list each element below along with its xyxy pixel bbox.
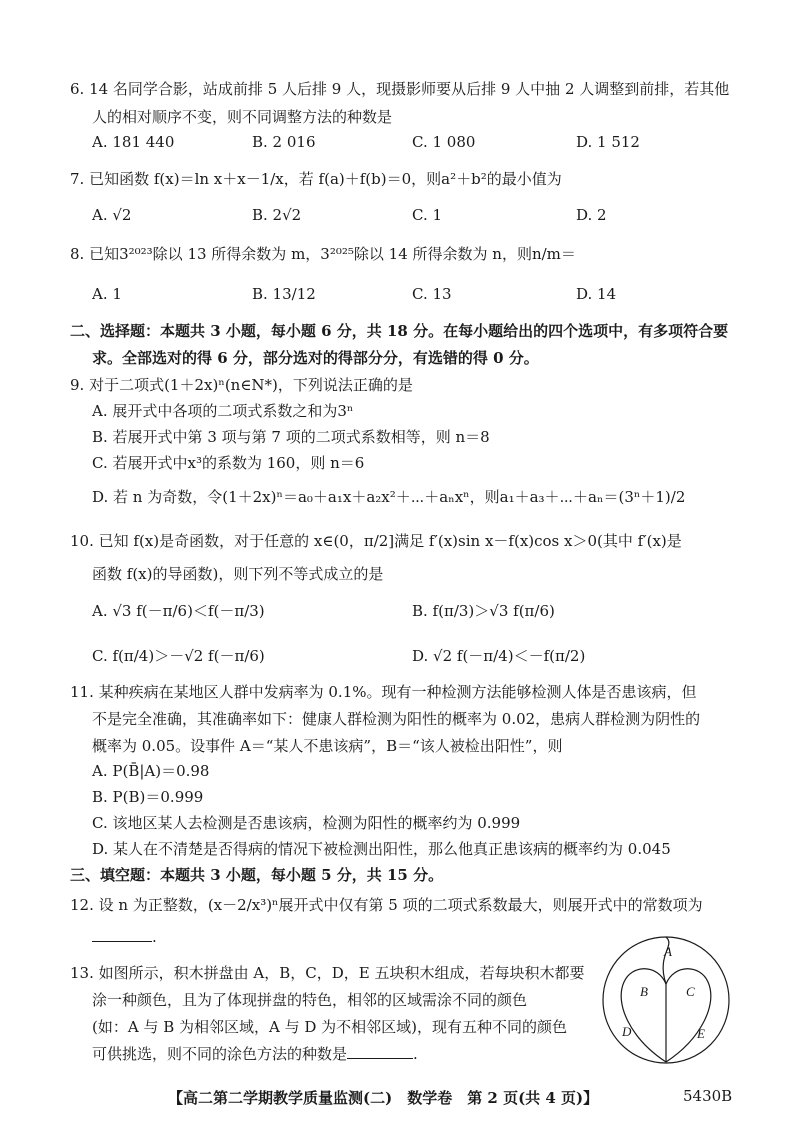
section2-heading-line2: 求。全部选对的得 6 分，部分选对的得部分分，有选错的得 0 分。 <box>92 349 539 367</box>
q6-stem-line2: 人的相对顺序不变，则不同调整方法的种数是 <box>92 108 393 126</box>
q11-option-b: B. P(B)＝0.999 <box>92 788 204 806</box>
puzzle-label-c: C <box>686 984 695 999</box>
q13-answer-blank[interactable] <box>347 1046 413 1059</box>
q12-stem: 12. 设 n 为正整数，(x－2/x³)ⁿ展开式中仅有第 5 项的二项式系数最大，则展开式中的常数项为 <box>70 896 703 914</box>
q11-stem-line3: 概率为 0.05。设事件 A＝“某人不患该病”，B＝“该人被检出阳性”，则 <box>92 737 563 755</box>
q13-stem-line3: (如：A 与 B 为相邻区域，A 与 D 为不相邻区域)，现有五种不同的颜色 <box>92 1018 568 1036</box>
q9-stem: 9. 对于二项式(1＋2x)ⁿ(n∈N*)，下列说法正确的是 <box>70 376 413 394</box>
q8-option-d: D. 14 <box>576 285 617 303</box>
q7-option-a: A. √2 <box>92 206 132 224</box>
puzzle-label-b: B <box>640 984 648 999</box>
q11-option-a: A. P(B̄|A)＝0.98 <box>92 762 210 780</box>
q6-option-b: B. 2 016 <box>252 133 316 151</box>
section2-heading-line1: 二、选择题：本题共 3 小题，每小题 6 分，共 18 分。在每小题给出的四个选项中，有多项符合要 <box>70 322 729 340</box>
q8-stem: 8. 已知3²⁰²³除以 13 所得余数为 m，3²⁰²⁵除以 14 所得余数为 n，则n/m＝ <box>70 245 576 263</box>
q13-stem-line4 <box>92 1043 418 1064</box>
q12-period: . <box>152 928 157 946</box>
q9-option-b: B. 若展开式中第 3 项与第 7 项的二项式系数相等，则 n＝8 <box>92 428 490 446</box>
q11-option-d: D. 某人在不清楚是否得病的情况下被检测出阳性，那么他真正患该病的概率约为 0.045 <box>92 840 671 858</box>
q13-stem-line4-text: 可供挑选，则不同的涂色方法的种数是 <box>92 1045 348 1063</box>
q13-stem-line1: 13. 如图所示，积木拼盘由 A，B，C，D，E 五块积木组成，若每块积木都要 <box>70 964 585 982</box>
q10-option-a: A. √3 f(－π/6)＜f(－π/3) <box>92 602 265 620</box>
q12-answer-blank[interactable] <box>92 929 152 942</box>
q8-option-b: B. 13/12 <box>252 285 316 303</box>
puzzle-right-heart-curve <box>666 969 711 1062</box>
q6-stem-line1: 6. 14 名同学合影，站成前排 5 人后排 9 人，现摄影师要从后排 9 人中抽 2 人调整到前排，若其他 <box>70 80 730 98</box>
puzzle-label-e: E <box>697 1026 705 1041</box>
puzzle-diagram <box>596 934 736 1066</box>
q8-option-a: A. 1 <box>92 285 122 303</box>
q6-option-a: A. 181 440 <box>92 133 175 151</box>
page-footer: 【高二第二学期教学质量监测(二) 数学卷 第 2 页(共 4 页)】 <box>168 1089 599 1107</box>
puzzle-left-heart-curve <box>621 969 666 1062</box>
q7-stem: 7. 已知函数 f(x)＝ln x＋x－1/x，若 f(a)＋f(b)＝0，则a²＋b²的最小值为 <box>70 170 562 188</box>
section3-heading: 三、填空题：本题共 3 小题，每小题 5 分，共 15 分。 <box>70 866 444 884</box>
q11-stem-line1: 11. 某种疾病在某地区人群中发病率为 0.1%。现有一种检测方法能够检测人体是否患该病，但 <box>70 683 697 701</box>
q10-option-d: D. √2 f(－π/4)＜－f(π/2) <box>412 647 586 665</box>
q10-stem-line1: 10. 已知 f(x)是奇函数，对于任意的 x∈(0，π/2]满足 f′(x)sin x－f(x)cos x＞0(其中 f′(x)是 <box>70 532 682 550</box>
q13-period: . <box>413 1045 418 1063</box>
q9-option-c: C. 若展开式中x³的系数为 160，则 n＝6 <box>92 454 365 472</box>
q10-option-b: B. f(π/3)＞√3 f(π/6) <box>412 602 555 620</box>
q9-option-a: A. 展开式中各项的二项式系数之和为3ⁿ <box>92 402 354 420</box>
q13-stem-line2: 涂一种颜色，且为了体现拼盘的特色，相邻的区域需涂不同的颜色 <box>92 991 528 1009</box>
q6-option-c: C. 1 080 <box>412 133 476 151</box>
q8-option-c: C. 13 <box>412 285 452 303</box>
q12-answer-line <box>92 928 157 946</box>
q9-option-d: D. 若 n 为奇数，令(1＋2x)ⁿ＝a₀＋a₁x＋a₂x²＋⋯＋aₙxⁿ，则a₁＋a₃＋⋯＋aₙ＝(3ⁿ＋1)/2 <box>92 488 686 506</box>
q7-option-c: C. 1 <box>412 206 443 224</box>
q10-stem-line2: 函数 f(x)的导函数)，则下列不等式成立的是 <box>92 565 384 583</box>
q11-option-c: C. 该地区某人去检测是否患该病，检测为阳性的概率约为 0.999 <box>92 814 521 832</box>
q7-option-d: D. 2 <box>576 206 607 224</box>
q10-option-c: C. f(π/4)＞－√2 f(－π/6) <box>92 647 265 665</box>
q6-option-d: D. 1 512 <box>576 133 640 151</box>
puzzle-label-a: A <box>664 944 672 959</box>
puzzle-label-d: D <box>622 1024 632 1039</box>
q7-option-b: B. 2√2 <box>252 206 302 224</box>
paper-code: 5430B <box>683 1087 733 1105</box>
q11-stem-line2: 不是完全准确，其准确率如下：健康人群检测为阳性的概率为 0.02，患病人群检测为阴性的 <box>92 710 701 728</box>
